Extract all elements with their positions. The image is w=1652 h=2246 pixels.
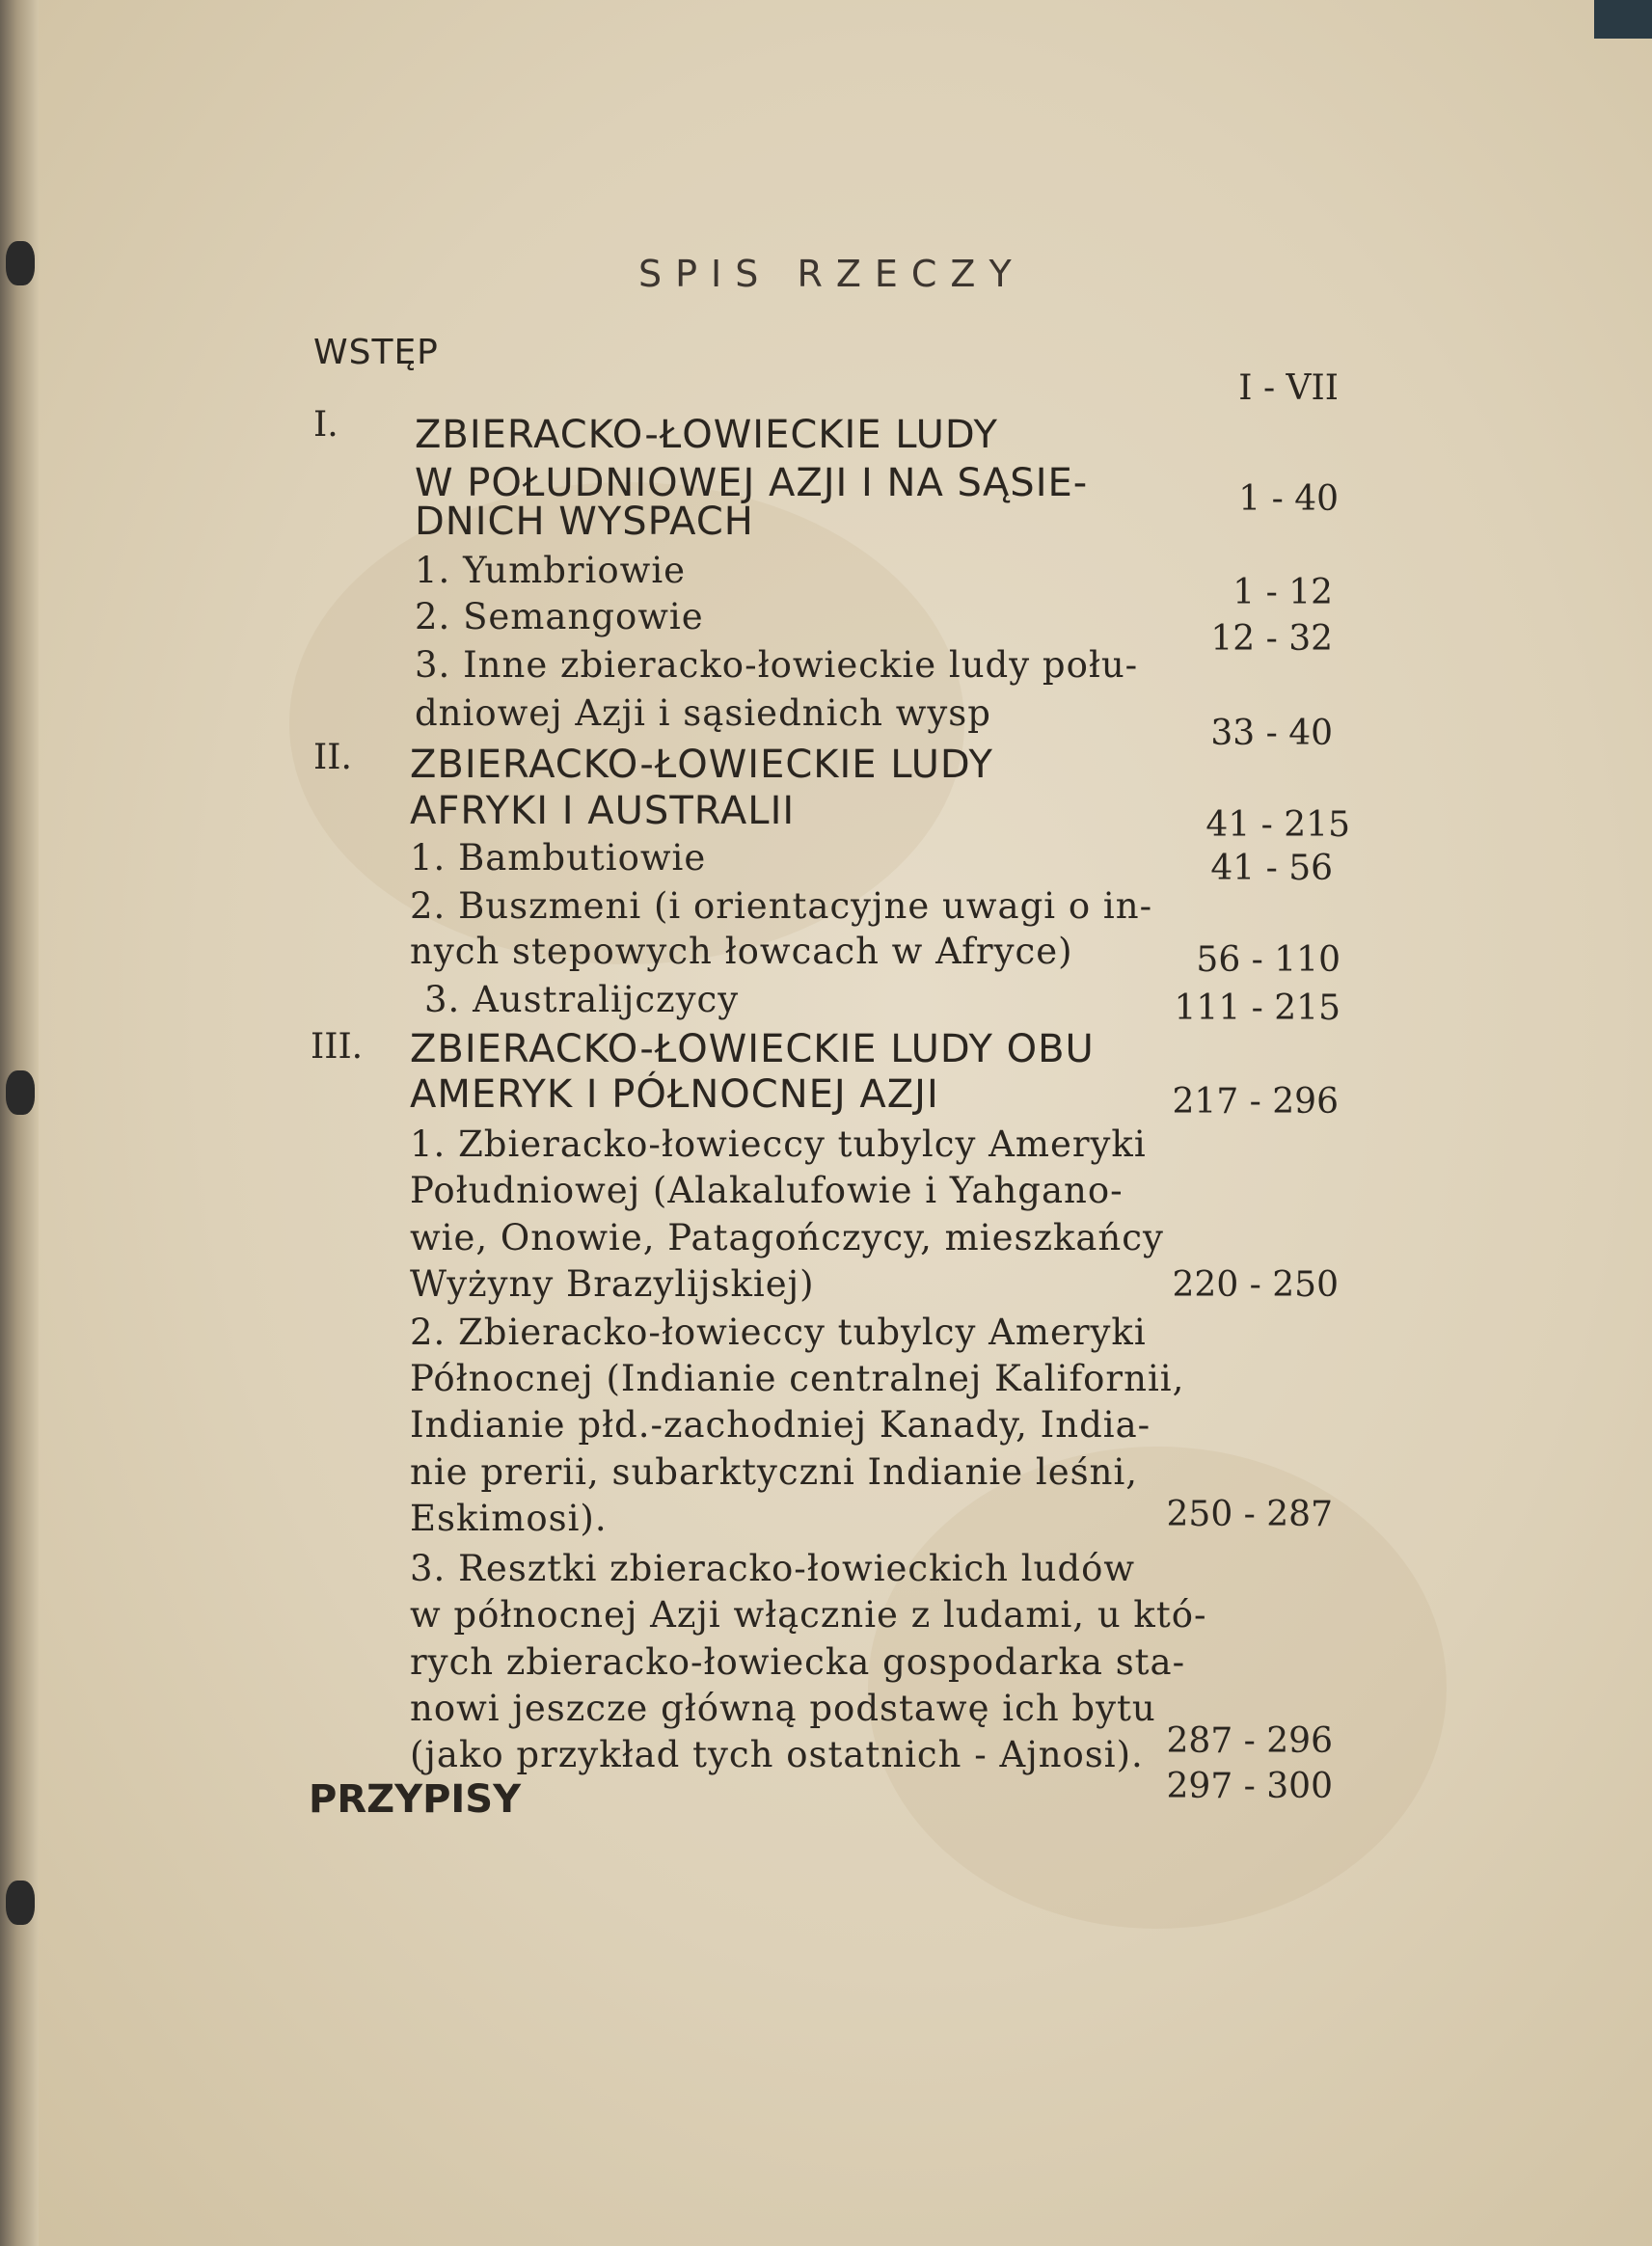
entry-line: w północnej Azji włącznie z ludami, u któ- (410, 1594, 1207, 1636)
entry-line: Południowej (Alakalufowie i Yahgano- (410, 1170, 1124, 1211)
entry-line: (jako przykład tych ostatnich - Ajnosi). (410, 1734, 1144, 1775)
entry-pages: 111 - 215 (1174, 988, 1341, 1028)
section-numeral: III. (311, 1027, 364, 1067)
entry-line: rych zbieracko-łowiecka gospodarka sta- (410, 1641, 1186, 1683)
entry-line: 1. Bambutiowie (410, 837, 707, 879)
binding-hole (6, 241, 35, 285)
entry-pages: 1 - 12 (1232, 573, 1333, 612)
entry-pages: 33 - 40 (1210, 714, 1333, 753)
entry-line: nie prerii, subarktyczni Indianie leśni, (410, 1451, 1139, 1493)
entry-line: Eskimosi). (410, 1498, 608, 1539)
entry-pages: 287 - 296 (1166, 1721, 1333, 1761)
entry-line: nych stepowych łowcach w Afryce) (410, 931, 1073, 972)
page-title: SPIS RZECZY (638, 253, 1025, 295)
entry-line: 1. Zbieracko-łowieccy tubylcy Ameryki (410, 1123, 1147, 1165)
section-heading-line: ZBIERACKO-ŁOWIECKIE LUDY (415, 413, 998, 457)
section-numeral: II. (313, 738, 352, 777)
entry-line: 3. Resztki zbieracko-łowieckich ludów (410, 1548, 1136, 1589)
entry-pages: 250 - 287 (1166, 1495, 1333, 1534)
section-heading-line: AFRYKI I AUSTRALII (410, 789, 796, 833)
section-heading-line: ZBIERACKO-ŁOWIECKIE LUDY (410, 743, 993, 787)
section-numeral: I. (313, 405, 339, 445)
entry-line: Północnej (Indianie centralnej Kalifornii, (410, 1358, 1185, 1399)
entry-line: 3. Australijczycy (424, 979, 740, 1020)
section-heading-line: W POŁUDNIOWEJ AZJI I NA SĄSIE- (415, 461, 1089, 505)
entry-pages: 56 - 110 (1196, 940, 1341, 980)
section-pages: 41 - 215 (1205, 805, 1350, 845)
entry-line: 3. Inne zbieracko-łowieckie ludy połu- (415, 644, 1139, 686)
entry-line: 2. Semangowie (415, 596, 704, 637)
notes-pages: 297 - 300 (1166, 1767, 1333, 1806)
section-heading-line: AMERYK I PÓŁNOCNEJ AZJI (410, 1072, 939, 1117)
intro-pages: I - VII (1238, 368, 1339, 408)
section-heading-line: ZBIERACKO-ŁOWIECKIE LUDY OBU (410, 1027, 1095, 1071)
binding-hole (6, 1070, 35, 1115)
entry-pages: 12 - 32 (1210, 619, 1333, 659)
section-heading-line: DNICH WYSPACH (415, 500, 754, 544)
section-pages: 1 - 40 (1238, 479, 1339, 519)
entry-line: wie, Onowie, Patagończycy, mieszkańcy (410, 1217, 1164, 1258)
binding-hole (6, 1881, 35, 1925)
entry-line: nowi jeszcze główną podstawę ich bytu (410, 1688, 1156, 1729)
entry-line: dniowej Azji i sąsiednich wysp (415, 692, 991, 734)
notes-label: PRZYPISY (309, 1777, 522, 1822)
entry-line: 1. Yumbriowie (415, 550, 687, 591)
entry-line: 2. Zbieracko-łowieccy tubylcy Ameryki (410, 1312, 1147, 1353)
entry-line: Indianie płd.-zachodniej Kanady, India- (410, 1404, 1151, 1446)
entry-pages: 41 - 56 (1210, 849, 1333, 888)
entry-line: 2. Buszmeni (i orientacyjne uwagi o in- (410, 885, 1153, 927)
intro-label: WSTĘP (313, 333, 439, 372)
background-corner (1594, 0, 1652, 39)
entry-pages: 220 - 250 (1172, 1265, 1339, 1305)
entry-line: Wyżyny Brazylijskiej) (410, 1263, 815, 1305)
section-pages: 217 - 296 (1172, 1082, 1339, 1122)
